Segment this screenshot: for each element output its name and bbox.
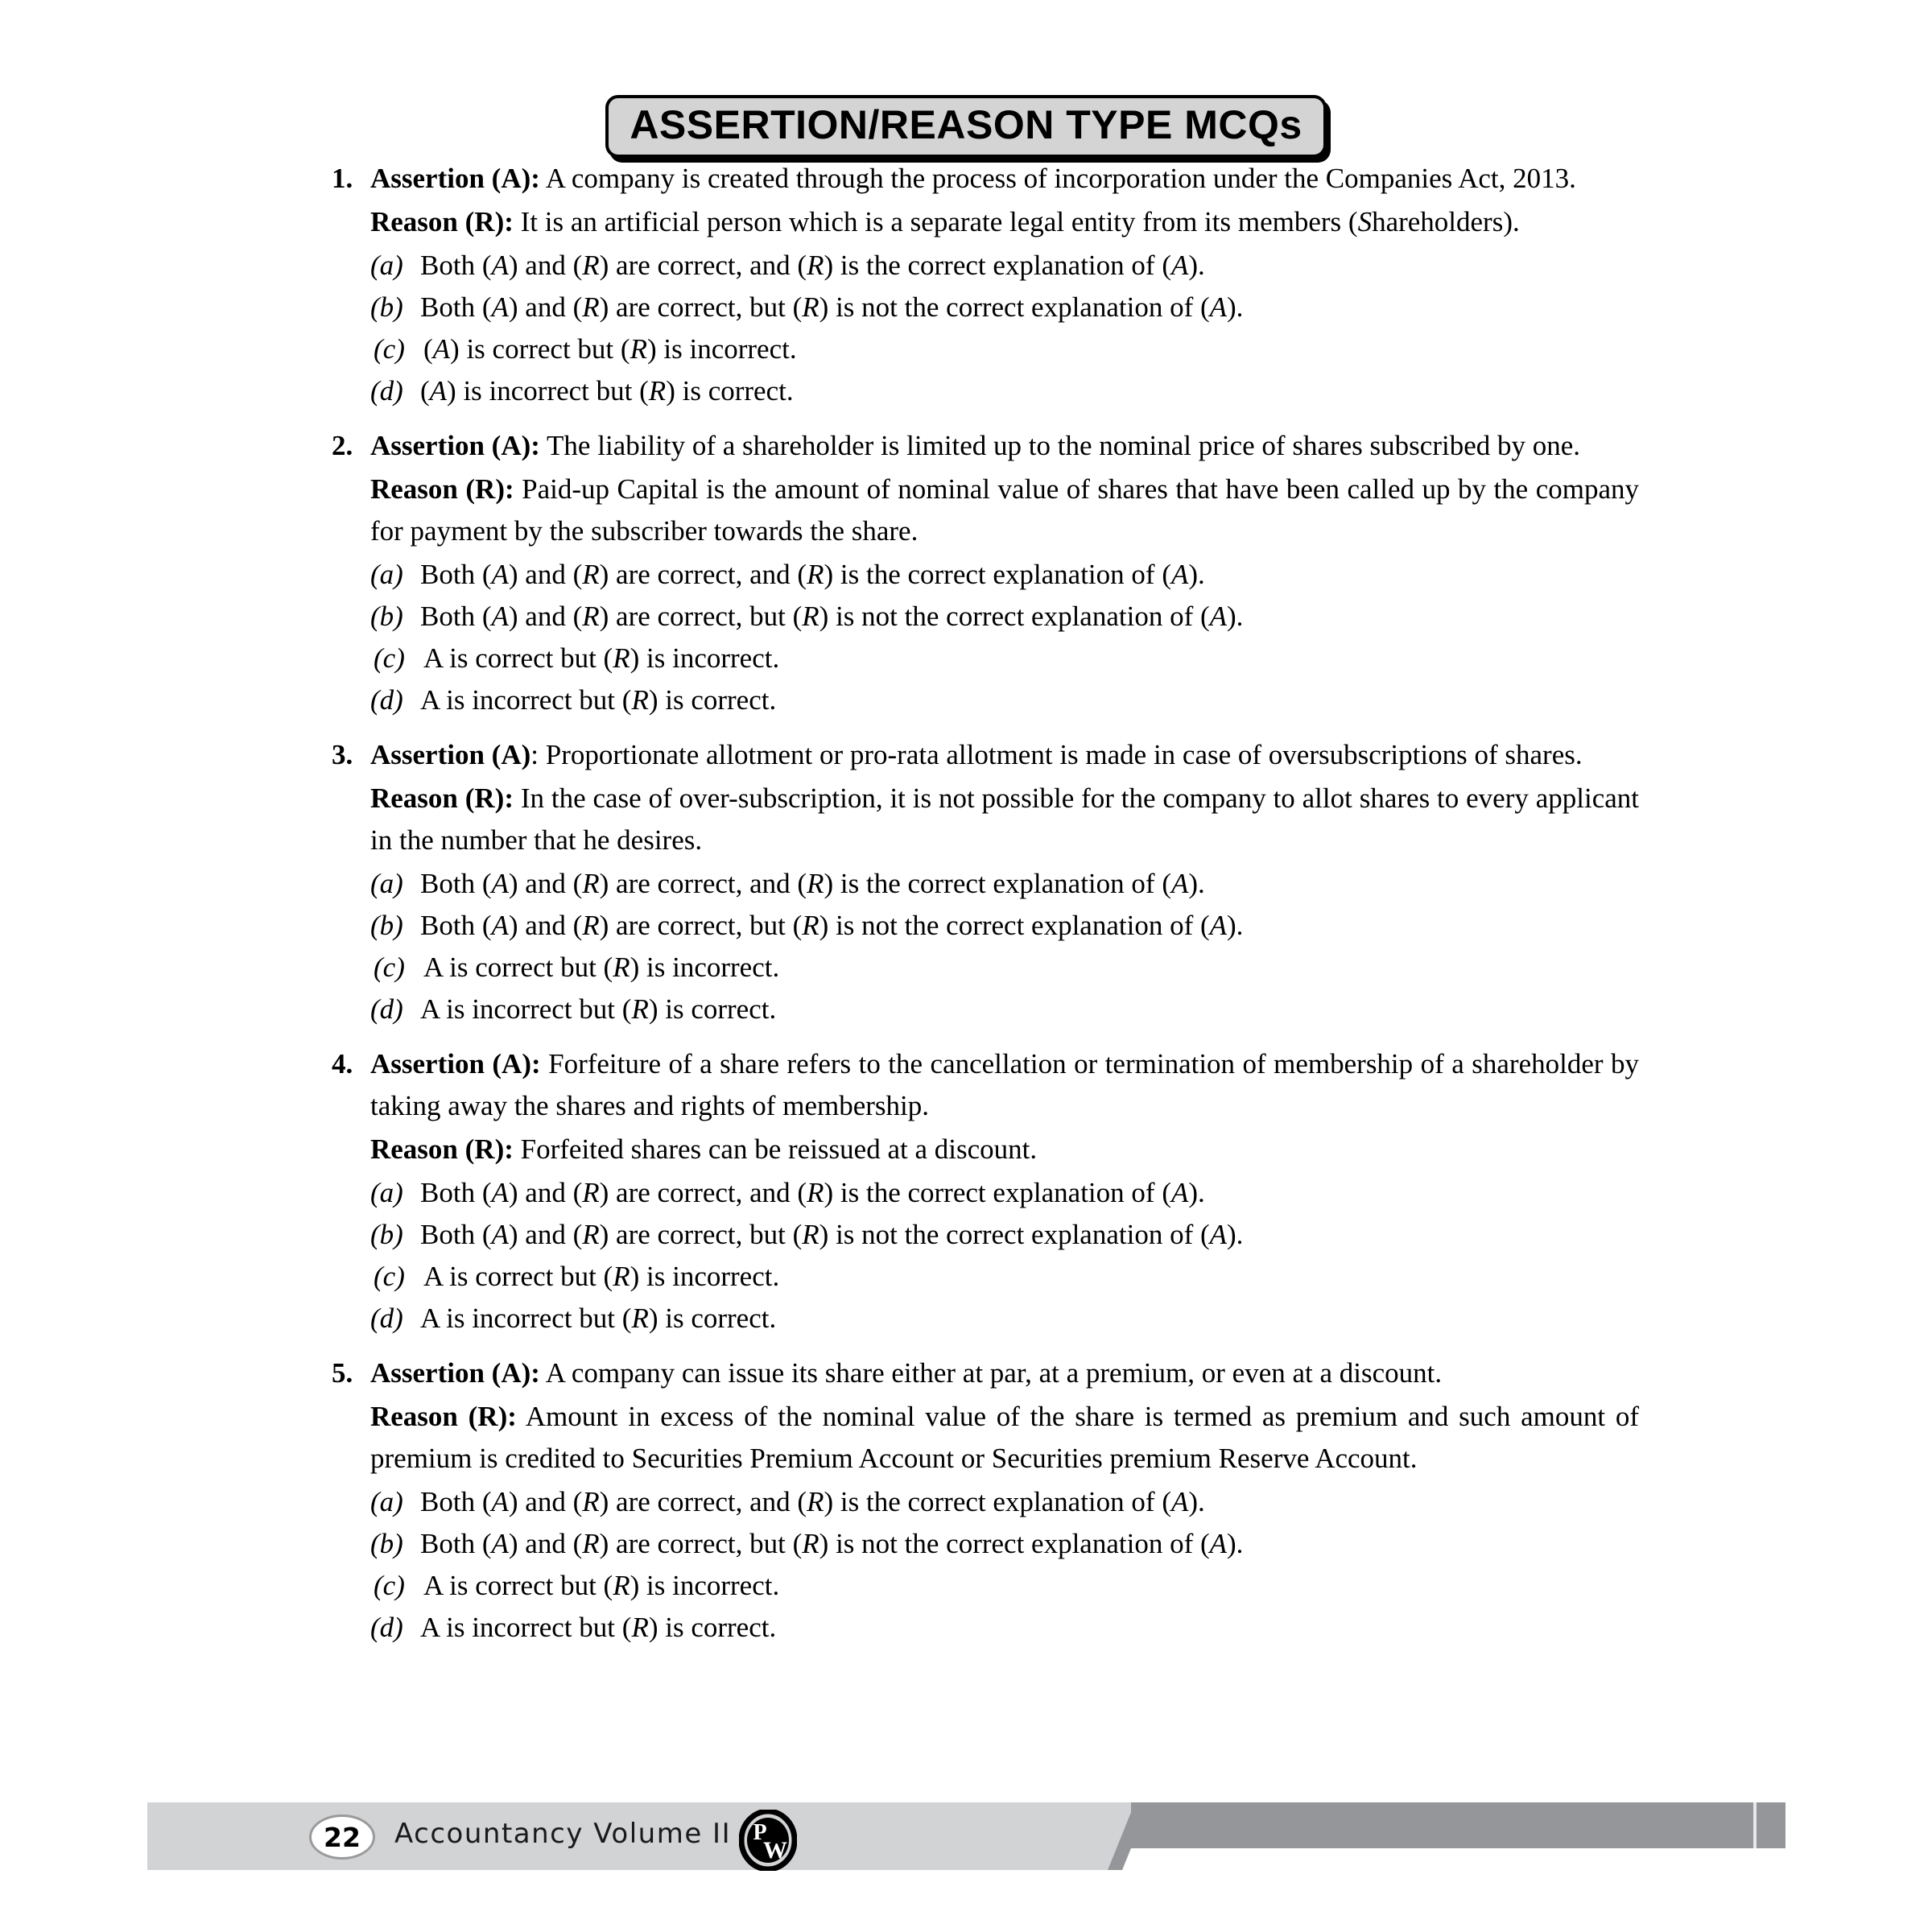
question-number: 5.	[332, 1357, 353, 1389]
option-text: Both (A) and (R) are correct, and (R) is the correct explanation of (A).	[420, 1486, 1205, 1517]
pw-logo-letter-w: W	[763, 1837, 787, 1864]
reason-text: It is an artificial person which is a separate legal entity from its members (Shareholders).	[513, 206, 1520, 237]
option-text: (A) is incorrect but (R) is correct.	[420, 375, 794, 407]
question-item	[325, 158, 1639, 412]
question-item	[325, 1043, 1639, 1340]
option-text: A is correct but (R) is incorrect.	[423, 1261, 780, 1292]
option-text: A is correct but (R) is incorrect.	[423, 1570, 780, 1601]
option-key: (d)	[370, 684, 403, 716]
assertion-text: : Proportionate allotment or pro-rata allotment is made in case of oversubscriptions of shares.	[530, 739, 1583, 770]
option-key: (d)	[370, 1612, 403, 1643]
option-key: (c)	[374, 1570, 405, 1601]
option-key: (b)	[370, 601, 403, 632]
option-text: Both (A) and (R) are correct, but (R) is not the correct explanation of (A).	[420, 1528, 1244, 1559]
question-number: 4.	[332, 1048, 353, 1080]
option-d[interactable]	[370, 679, 1639, 721]
question-number: 2.	[332, 430, 353, 461]
options-list	[370, 245, 1639, 412]
reason-text: Forfeited shares can be reissued at a discount.	[513, 1133, 1038, 1165]
banner-box	[605, 95, 1326, 158]
reason-paragraph	[370, 1129, 1639, 1170]
option-a[interactable]	[370, 554, 1639, 596]
option-key: (c)	[374, 952, 405, 983]
footer-divider	[1753, 1802, 1757, 1848]
option-text: Both (A) and (R) are correct, and (R) is the correct explanation of (A).	[420, 1177, 1205, 1208]
assertion-label: Assertion (A):	[370, 163, 540, 194]
option-key: (b)	[370, 1219, 403, 1250]
option-text: A is incorrect but (R) is correct.	[420, 684, 777, 716]
option-key: (a)	[370, 559, 403, 590]
reason-label: Reason (R):	[370, 206, 514, 237]
question-number: 3.	[332, 739, 353, 770]
option-d[interactable]	[370, 1298, 1639, 1340]
reason-label: Reason (R):	[370, 782, 514, 814]
option-key: (c)	[374, 333, 405, 365]
option-key: (d)	[370, 1302, 403, 1334]
option-b[interactable]	[370, 287, 1639, 328]
options-list	[370, 554, 1639, 721]
page-number-badge: 22	[309, 1814, 375, 1860]
option-b[interactable]	[370, 1214, 1639, 1256]
pw-logo-icon	[739, 1810, 797, 1871]
reason-paragraph	[370, 778, 1639, 861]
reason-paragraph	[370, 469, 1639, 552]
option-key: (b)	[370, 1528, 403, 1559]
assertion-paragraph	[370, 1352, 1639, 1394]
reason-text: In the case of over-subscription, it is not possible for the company to allot shares to every applicant in the number that he desires.	[370, 782, 1639, 856]
question-item	[325, 425, 1639, 721]
option-c[interactable]	[370, 638, 1639, 679]
option-c[interactable]	[370, 1565, 1639, 1607]
option-key: (c)	[374, 642, 405, 674]
assertion-text: The liability of a shareholder is limited up to the nominal price of shares subscribed by one.	[539, 430, 1581, 461]
reason-text: Amount in excess of the nominal value of the share is termed as premium and such amount of premium is credited to Securities Premium Account or Securities premium Reserve Account.	[370, 1401, 1639, 1474]
option-key: (a)	[370, 250, 403, 281]
pw-logo-letter-p: P	[753, 1820, 767, 1845]
option-a[interactable]	[370, 1172, 1639, 1214]
assertion-label: Assertion (A):	[370, 1048, 541, 1080]
reason-label: Reason (R):	[370, 1401, 517, 1432]
assertion-paragraph	[370, 158, 1639, 200]
option-a[interactable]	[370, 863, 1639, 905]
footer-book-title: Accountancy Volume II	[394, 1818, 732, 1850]
option-key: (b)	[370, 910, 403, 941]
option-text: (A) is correct but (R) is incorrect.	[423, 333, 797, 365]
questions-list	[325, 158, 1639, 1662]
options-list	[370, 1172, 1639, 1340]
reason-label: Reason (R):	[370, 1133, 514, 1165]
assertion-label: Assertion (A):	[370, 430, 540, 461]
question-number: 1.	[332, 163, 353, 194]
option-text: Both (A) and (R) are correct, but (R) is not the correct explanation of (A).	[420, 1219, 1244, 1250]
option-c[interactable]	[370, 1256, 1639, 1298]
option-key: (a)	[370, 868, 403, 899]
reason-paragraph	[370, 201, 1639, 243]
reason-paragraph	[370, 1396, 1639, 1480]
assertion-label: Assertion (A):	[370, 1357, 540, 1389]
option-text: A is correct but (R) is incorrect.	[423, 952, 780, 983]
option-b[interactable]	[370, 1523, 1639, 1565]
options-list	[370, 863, 1639, 1030]
reason-label: Reason (R):	[370, 473, 514, 505]
question-item	[325, 734, 1639, 1030]
option-d[interactable]	[370, 1607, 1639, 1649]
option-text: A is incorrect but (R) is correct.	[420, 1612, 777, 1643]
option-c[interactable]	[370, 328, 1639, 370]
option-b[interactable]	[370, 905, 1639, 947]
option-text: Both (A) and (R) are correct, and (R) is the correct explanation of (A).	[420, 868, 1205, 899]
assertion-text: A company can issue its share either at par, at a premium, or even at a discount.	[539, 1357, 1443, 1389]
option-text: Both (A) and (R) are correct, and (R) is the correct explanation of (A).	[420, 250, 1205, 281]
option-d[interactable]	[370, 989, 1639, 1030]
option-text: Both (A) and (R) are correct, and (R) is the correct explanation of (A).	[420, 559, 1205, 590]
option-key: (d)	[370, 993, 403, 1025]
option-key: (d)	[370, 375, 403, 407]
option-text: A is incorrect but (R) is correct.	[420, 993, 777, 1025]
option-a[interactable]	[370, 1481, 1639, 1523]
option-text: Both (A) and (R) are correct, but (R) is not the correct explanation of (A).	[420, 601, 1244, 632]
option-key: (b)	[370, 291, 403, 323]
footer-dark-bar	[1131, 1802, 1785, 1848]
assertion-paragraph	[370, 734, 1639, 776]
option-key: (a)	[370, 1486, 403, 1517]
page-title: ASSERTION/REASON TYPE MCQs	[630, 102, 1302, 147]
assertion-paragraph	[370, 1043, 1639, 1127]
option-text: Both (A) and (R) are correct, but (R) is not the correct explanation of (A).	[420, 910, 1244, 941]
assertion-text: Forfeiture of a share refers to the cancellation or termination of membership of a shareholder by taking away the shares and rights of membership.	[370, 1048, 1639, 1121]
assertion-label: Assertion (A)	[370, 739, 531, 770]
page-footer	[0, 1802, 1932, 1898]
option-a[interactable]	[370, 245, 1639, 287]
option-d[interactable]	[370, 370, 1639, 412]
option-key: (a)	[370, 1177, 403, 1208]
option-text: A is incorrect but (R) is correct.	[420, 1302, 777, 1334]
option-text: Both (A) and (R) are correct, but (R) is not the correct explanation of (A).	[420, 291, 1244, 323]
option-key: (c)	[374, 1261, 405, 1292]
options-list	[370, 1481, 1639, 1649]
question-item	[325, 1352, 1639, 1649]
option-b[interactable]	[370, 596, 1639, 638]
page-header	[0, 95, 1932, 158]
assertion-text: A company is created through the process of incorporation under the Companies Act, 2013.	[539, 163, 1576, 194]
option-text: A is correct but (R) is incorrect.	[423, 642, 780, 674]
option-c[interactable]	[370, 947, 1639, 989]
assertion-paragraph	[370, 425, 1639, 467]
reason-text: Paid-up Capital is the amount of nominal value of shares that have been called up by the company for payment by the subscriber towards the share.	[370, 473, 1640, 547]
